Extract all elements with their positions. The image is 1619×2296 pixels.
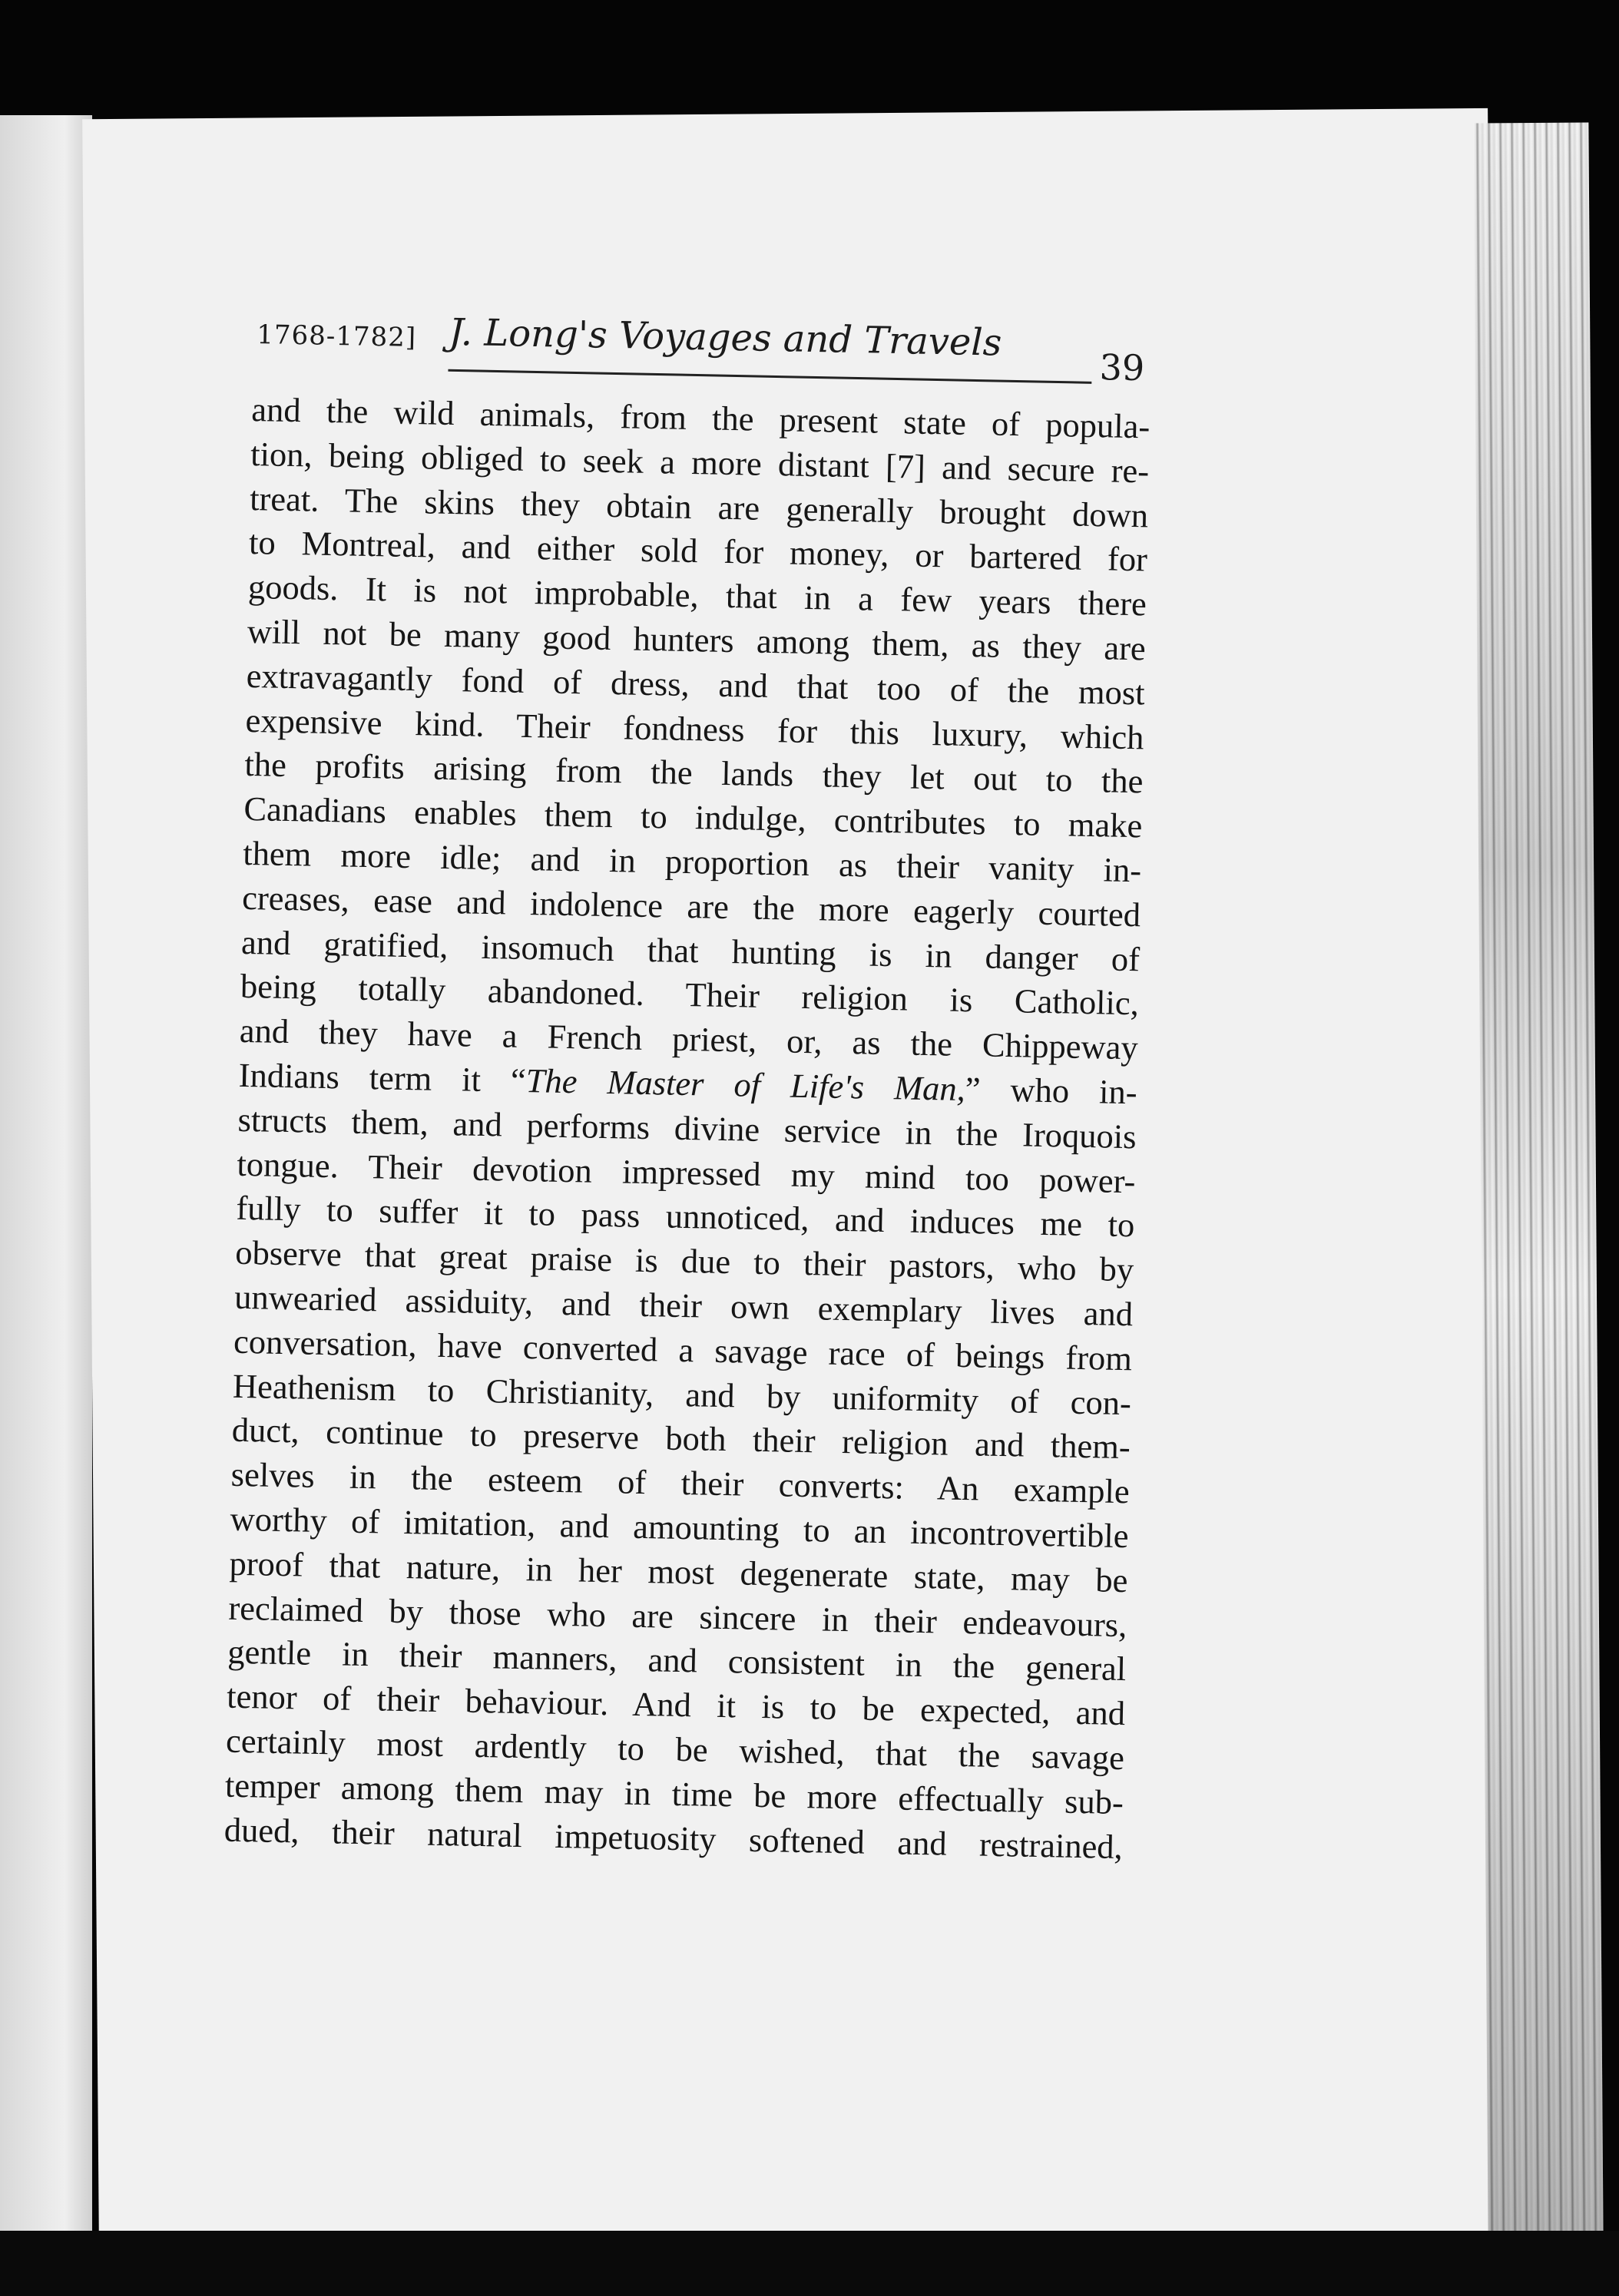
text-line: proof that nature, in her most degenerate state, may be — [229, 1543, 1128, 1600]
text-line: treat. The skins they obtain are generally brought down — [249, 478, 1149, 535]
text-line: Canadians enables them to indulge, contributes to make — [243, 789, 1143, 845]
body-text — [223, 388, 1150, 1869]
text-line: and gratified, insomuch that hunting is in danger of — [240, 922, 1141, 978]
text-line: certainly most ardently to be wished, that the savage — [225, 1721, 1125, 1778]
text-line: worthy of imitation, and amounting to an incontrovertible — [230, 1499, 1129, 1556]
text-line: being totally abandoned. Their religion is Catholic, — [240, 967, 1140, 1023]
text-line: creases, ease and indolence are the more eagerly courted — [241, 878, 1141, 935]
text-line: the profits arising from the lands they let out to the — [244, 745, 1144, 801]
text-line: unwearied assiduity, and their own exemplary lives and — [233, 1277, 1134, 1334]
italic-quote: The Master of Life's Man, — [525, 1060, 966, 1108]
text-line: extravagantly fond of dress, and that too of the most — [246, 656, 1146, 713]
text-line: to Montreal, and either sold for money, or bartered for — [248, 523, 1148, 579]
text-line: and the wild animals, from the present state of popula- — [250, 389, 1151, 446]
header-rule — [448, 369, 1091, 384]
text-line: expensive kind. Their fondness for this luxury, which — [245, 700, 1144, 756]
text-line: them more idle; and in proportion as their vanity in- — [242, 833, 1142, 890]
text-line: structs them, and performs divine service in the Iroquois — [237, 1100, 1137, 1156]
text-line: tongue. Their devotion impressed my mind too power- — [237, 1144, 1136, 1200]
text-line: selves in the esteem of their converts: An example — [230, 1454, 1131, 1511]
page-fore-edge — [1473, 123, 1603, 2243]
left-page-edge — [0, 115, 92, 2235]
text-line: tion, being obliged to seek a more distant [7] and secure re- — [250, 434, 1150, 491]
text-line: goods. It is not improbable, that in a few years there — [247, 567, 1147, 624]
text-line: temper among them may in time be more effectually sub- — [224, 1765, 1124, 1821]
header-title: J. Long's Voyages and Travels — [448, 310, 1002, 365]
text-line: reclaimed by those who are sincere in their endeavours, — [228, 1588, 1127, 1644]
line16-post: ” who in- — [965, 1069, 1138, 1112]
page-number: 39 — [1099, 346, 1145, 389]
text-line: and they have a French priest, or, as the Chippeway — [239, 1011, 1139, 1067]
text-line: duct, continue to preserve both their religion and them- — [231, 1411, 1131, 1467]
line16-pre: Indians term it “ — [238, 1055, 527, 1100]
text-line: fully to suffer it to pass unnoticed, and induces me to — [236, 1189, 1135, 1245]
text-line: will not be many good hunters among them, as they are — [247, 611, 1147, 668]
text-line: gentle in their manners, and consistent in the general — [227, 1633, 1127, 1689]
text-line: Heathenism to Christianity, and by uniformity of con- — [232, 1366, 1132, 1422]
text-line: tenor of their behaviour. And it is to be expected, and — [226, 1676, 1126, 1733]
header-years: 1768-1782] — [256, 319, 417, 353]
text-line: dued, their natural impetuosity softened and restrained, — [223, 1810, 1124, 1866]
bottom-shadow — [0, 2231, 1619, 2296]
text-line: observe that great praise is due to their pastors, who by — [234, 1232, 1134, 1289]
text-line: conversation, have converted a savage race of beings from — [233, 1322, 1133, 1378]
